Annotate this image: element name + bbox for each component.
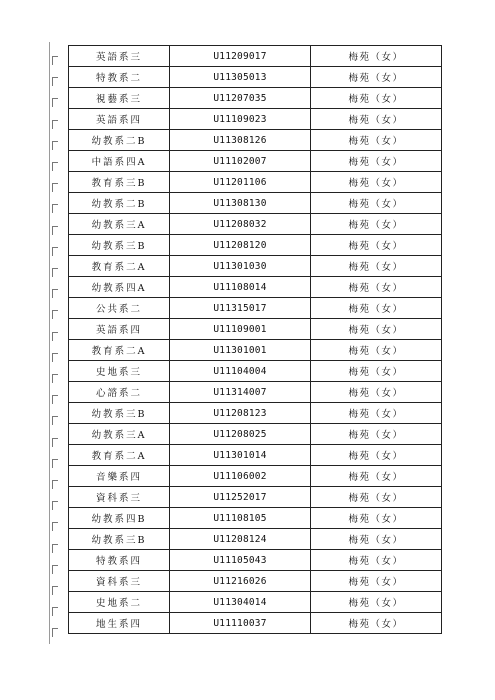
table-row [69, 571, 442, 592]
binding-mark [52, 77, 58, 86]
department-cell: 幼教系三A [69, 214, 170, 235]
table-row [69, 592, 442, 613]
student-id-cell: U11208120 [170, 235, 311, 256]
table-body [69, 46, 442, 634]
student-id-cell: U11304014 [170, 592, 311, 613]
binding-mark [52, 544, 58, 553]
dormitory-cell: 梅苑（女） [311, 424, 442, 445]
student-id-cell: U11314007 [170, 382, 311, 403]
student-id-cell: U11108105 [170, 508, 311, 529]
binding-mark [52, 522, 58, 531]
table-row [69, 445, 442, 466]
table-row [69, 529, 442, 550]
dormitory-cell: 梅苑（女） [311, 67, 442, 88]
student-id-cell: U11110037 [170, 613, 311, 634]
table-row [69, 67, 442, 88]
student-id-cell: U11104004 [170, 361, 311, 382]
table-row [69, 298, 442, 319]
binding-mark [52, 353, 58, 362]
student-id-cell: U11301001 [170, 340, 311, 361]
binding-mark [52, 501, 58, 510]
dormitory-cell: 梅苑（女） [311, 46, 442, 67]
department-cell: 教育系三B [69, 172, 170, 193]
binding-mark [52, 416, 58, 425]
table-row [69, 172, 442, 193]
binding-mark [52, 332, 58, 341]
table-row [69, 340, 442, 361]
department-cell: 資科系三 [69, 571, 170, 592]
student-id-cell: U11216026 [170, 571, 311, 592]
student-id-cell: U11208032 [170, 214, 311, 235]
dorm-assignment-table [68, 45, 442, 634]
student-id-cell: U11305013 [170, 67, 311, 88]
student-id-cell: U11301014 [170, 445, 311, 466]
table-row [69, 109, 442, 130]
binding-mark [52, 268, 58, 277]
department-cell: 地生系四 [69, 613, 170, 634]
department-cell: 幼教系三B [69, 235, 170, 256]
department-cell: 教育系二A [69, 445, 170, 466]
table-row [69, 508, 442, 529]
binding-mark [52, 607, 58, 616]
student-id-cell: U11106002 [170, 466, 311, 487]
table-row [69, 193, 442, 214]
table-row [69, 277, 442, 298]
binding-marks [52, 42, 62, 642]
table-row [69, 382, 442, 403]
dormitory-cell: 梅苑（女） [311, 193, 442, 214]
table-row [69, 403, 442, 424]
department-cell: 特教系四 [69, 550, 170, 571]
student-id-cell: U11108014 [170, 277, 311, 298]
binding-mark [52, 586, 58, 595]
department-cell: 幼教系二B [69, 130, 170, 151]
binding-mark [52, 438, 58, 447]
table-row [69, 214, 442, 235]
dormitory-cell: 梅苑（女） [311, 151, 442, 172]
margin-rule [49, 42, 50, 644]
binding-mark [52, 289, 58, 298]
student-id-cell: U11109023 [170, 109, 311, 130]
dormitory-cell: 梅苑（女） [311, 571, 442, 592]
department-cell: 心諮系二 [69, 382, 170, 403]
department-cell: 公共系二 [69, 298, 170, 319]
student-id-cell: U11109001 [170, 319, 311, 340]
department-cell: 視藝系三 [69, 88, 170, 109]
table-row [69, 466, 442, 487]
student-id-cell: U11308126 [170, 130, 311, 151]
table-row [69, 319, 442, 340]
dormitory-cell: 梅苑（女） [311, 529, 442, 550]
department-cell: 英語系四 [69, 109, 170, 130]
binding-mark [52, 204, 58, 213]
binding-mark [52, 226, 58, 235]
binding-mark [52, 120, 58, 129]
student-id-cell: U11209017 [170, 46, 311, 67]
student-id-cell: U11315017 [170, 298, 311, 319]
dormitory-cell: 梅苑（女） [311, 508, 442, 529]
table-row [69, 130, 442, 151]
table-row [69, 88, 442, 109]
department-cell: 教育系二A [69, 256, 170, 277]
binding-mark [52, 247, 58, 256]
dormitory-cell: 梅苑（女） [311, 235, 442, 256]
table-row [69, 550, 442, 571]
student-id-cell: U11208025 [170, 424, 311, 445]
table-row [69, 361, 442, 382]
department-cell: 中語系四A [69, 151, 170, 172]
department-cell: 幼教系四A [69, 277, 170, 298]
department-cell: 資科系三 [69, 487, 170, 508]
student-id-cell: U11105043 [170, 550, 311, 571]
dormitory-cell: 梅苑（女） [311, 88, 442, 109]
department-cell: 幼教系二B [69, 193, 170, 214]
department-cell: 教育系二A [69, 340, 170, 361]
binding-mark [52, 56, 58, 65]
table-row [69, 151, 442, 172]
dormitory-cell: 梅苑（女） [311, 214, 442, 235]
dormitory-cell: 梅苑（女） [311, 277, 442, 298]
department-cell: 幼教系三A [69, 424, 170, 445]
student-id-cell: U11201106 [170, 172, 311, 193]
binding-mark [52, 141, 58, 150]
department-cell: 英語系四 [69, 319, 170, 340]
department-cell: 史地系三 [69, 361, 170, 382]
department-cell: 特教系二 [69, 67, 170, 88]
dormitory-cell: 梅苑（女） [311, 319, 442, 340]
table-row [69, 424, 442, 445]
department-cell: 幼教系三B [69, 403, 170, 424]
student-id-cell: U11301030 [170, 256, 311, 277]
dormitory-cell: 梅苑（女） [311, 592, 442, 613]
binding-mark [52, 628, 58, 637]
dormitory-cell: 梅苑（女） [311, 466, 442, 487]
dormitory-cell: 梅苑（女） [311, 382, 442, 403]
table-row [69, 46, 442, 67]
dormitory-cell: 梅苑（女） [311, 445, 442, 466]
student-id-cell: U11208123 [170, 403, 311, 424]
table-row [69, 613, 442, 634]
binding-mark [52, 480, 58, 489]
dormitory-cell: 梅苑（女） [311, 361, 442, 382]
binding-mark [52, 98, 58, 107]
department-cell: 音樂系四 [69, 466, 170, 487]
dormitory-cell: 梅苑（女） [311, 256, 442, 277]
student-id-cell: U11208124 [170, 529, 311, 550]
dormitory-cell: 梅苑（女） [311, 298, 442, 319]
binding-mark [52, 565, 58, 574]
dormitory-cell: 梅苑（女） [311, 340, 442, 361]
dormitory-cell: 梅苑（女） [311, 487, 442, 508]
binding-mark [52, 374, 58, 383]
dormitory-cell: 梅苑（女） [311, 550, 442, 571]
department-cell: 幼教系三B [69, 529, 170, 550]
table-row [69, 487, 442, 508]
binding-mark [52, 183, 58, 192]
binding-mark [52, 395, 58, 404]
dormitory-cell: 梅苑（女） [311, 403, 442, 424]
binding-mark [52, 162, 58, 171]
department-cell: 史地系二 [69, 592, 170, 613]
student-id-cell: U11102007 [170, 151, 311, 172]
student-id-cell: U11308130 [170, 193, 311, 214]
binding-mark [52, 459, 58, 468]
dormitory-cell: 梅苑（女） [311, 172, 442, 193]
dormitory-cell: 梅苑（女） [311, 130, 442, 151]
table-row [69, 256, 442, 277]
department-cell: 英語系三 [69, 46, 170, 67]
dormitory-cell: 梅苑（女） [311, 613, 442, 634]
table-row [69, 235, 442, 256]
department-cell: 幼教系四B [69, 508, 170, 529]
student-id-cell: U11207035 [170, 88, 311, 109]
student-id-cell: U11252017 [170, 487, 311, 508]
dormitory-cell: 梅苑（女） [311, 109, 442, 130]
binding-mark [52, 310, 58, 319]
